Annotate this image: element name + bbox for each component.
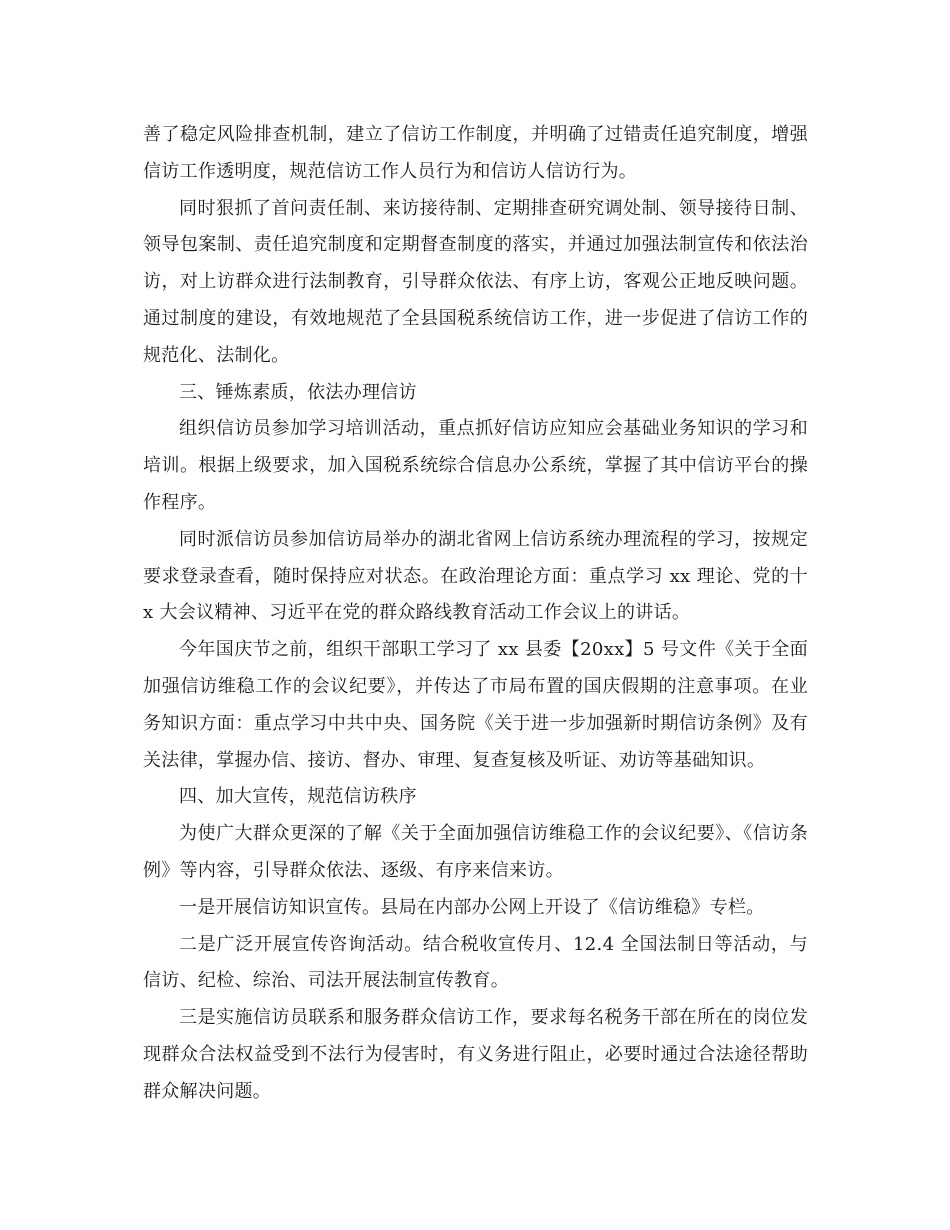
- section-heading-4: 四、加大宣传，规范信访秩序: [179, 786, 417, 808]
- paragraph-8: 为使广大群众更深的了解《关于全面加强信访维稳工作的会议纪要》、《信访条例》等内容，引导群众依法、逐级、有序来信来访。: [143, 823, 808, 881]
- document-body: [143, 117, 808, 1111]
- paragraph-1: 善了稳定风险排查机制，建立了信访工作制度，并明确了过错责任追究制度，增强信访工作透明度，规范信访工作人员行为和信访人信访行为。: [143, 124, 808, 182]
- section-heading-3: 三、锤炼素质，依法办理信访: [179, 381, 417, 403]
- paragraph-9: 一是开展信访知识宣传。县局在内部办公网上开设了《信访维稳》专栏。: [179, 896, 765, 918]
- paragraph-11: 三是实施信访员联系和服务群众信访工作，要求每名税务干部在所在的岗位发现群众合法权益受到不法行为侵害时，有义务进行阻止，必要时通过合法途径帮助群众解决问题。: [143, 1007, 808, 1102]
- paragraph-5: 同时派信访员参加信访局举办的湖北省网上信访系统办理流程的学习，按规定要求登录查看，随时保持应对状态。在政治理论方面：重点学习 xx 理论、党的十 x 大会议精神、习近平在党的群众路线教育活动工作会议上的讲话。: [143, 528, 808, 624]
- paragraph-2: 同时狠抓了首问责任制、来访接待制、定期排查研究调处制、领导接待日制、领导包案制、责任追究制度和定期督查制度的落实，并通过加强法制宣传和依法治访，对上访群众进行法制教育，引导群众依法、有序上访，客观公正地反映问题。通过制度的建设，有效地规范了全县国税系统信访工作，进一步促进了信访工作的规范化、法制化。: [143, 197, 808, 366]
- paragraph-4: 组织信访员参加学习培训活动，重点抓好信访应知应会基础业务知识的学习和培训。根据上级要求，加入国税系统综合信息办公系统，掌握了其中信访平台的操作程序。: [143, 418, 808, 513]
- paragraph-6: 今年国庆节之前，组织干部职工学习了 xx 县委【20xx】5 号文件《关于全面加强信访维稳工作的会议纪要》，并传达了市局布置的国庆假期的注意事项。在业务知识方面：重点学习中共中央、国务院《关于进一步加强新时期信访条例》及有关法律，掌握办信、接访、督办、审理、复查复核及听证、劝访等基础知识。: [143, 639, 808, 771]
- paragraph-10: 二是广泛开展宣传咨询活动。结合税收宣传月、12.4 全国法制日等活动，与信访、纪检、综治、司法开展法制宣传教育。: [143, 933, 808, 992]
